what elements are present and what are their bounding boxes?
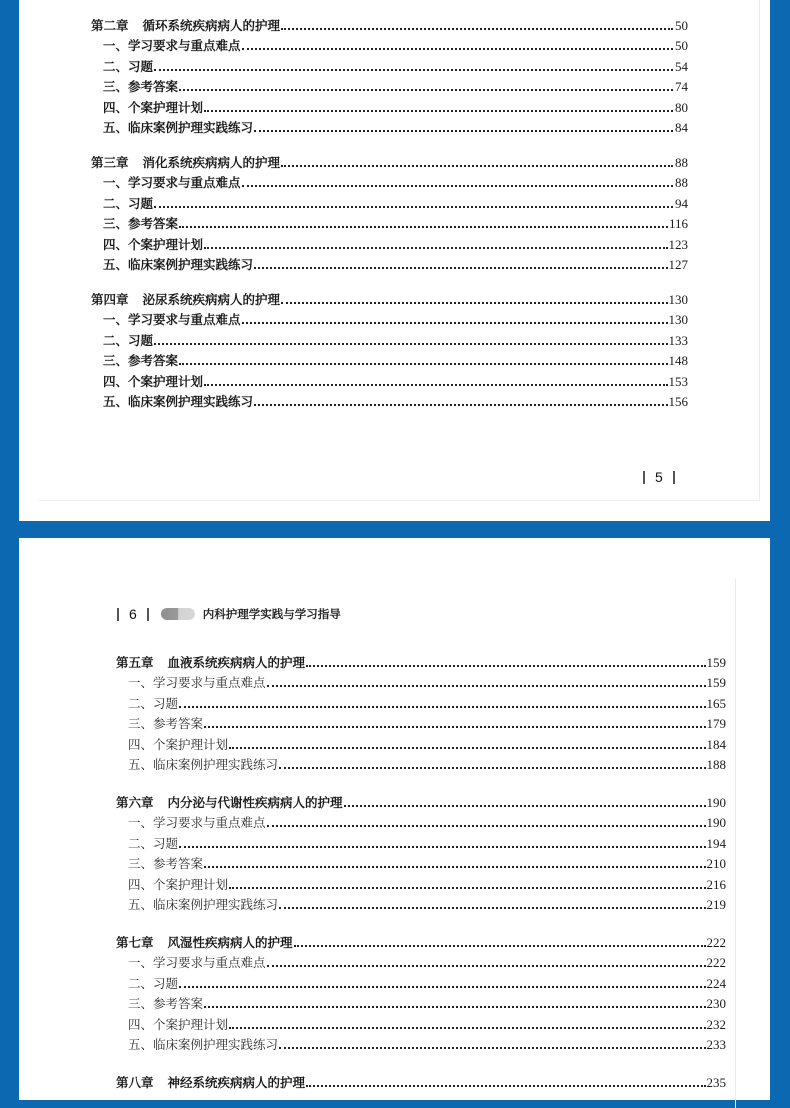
- page-number: 222: [706, 955, 726, 970]
- toc-section: [116, 753, 726, 774]
- dot-leader: [179, 986, 705, 988]
- section-title: 二、习题: [103, 332, 154, 348]
- dot-leader: [242, 185, 673, 187]
- toc-section: [91, 369, 688, 390]
- dot-leader: [281, 28, 673, 30]
- chapter-title: 神经系统疾病病人的护理: [167, 1074, 306, 1090]
- section-title: 五、临床案例护理实践练习: [103, 257, 254, 272]
- toc-section: [116, 971, 726, 992]
- dot-leader: [254, 130, 673, 132]
- dot-leader: [281, 302, 667, 304]
- dot-leader: [204, 726, 705, 728]
- page-number: 127: [668, 257, 688, 272]
- chapter-heading: [91, 13, 688, 34]
- dot-leader: [254, 404, 667, 406]
- dot-leader: [179, 226, 668, 228]
- section-title: 五、临床案例护理实践练习: [103, 120, 254, 135]
- section-title: 三、参考答案: [128, 716, 204, 731]
- dot-leader: [154, 69, 673, 71]
- page-number: 233: [706, 1037, 726, 1052]
- chapter-heading: [116, 930, 726, 951]
- page-number: 84: [675, 120, 688, 135]
- toc-section: [91, 308, 688, 329]
- page-number: 184: [706, 736, 726, 752]
- page-number: 230: [706, 996, 726, 1011]
- section-title: 五、临床案例护理实践练习: [128, 1037, 279, 1052]
- dot-leader: [179, 363, 667, 365]
- section-title: 四、个案护理计划: [128, 876, 229, 892]
- page-number: 165: [706, 695, 726, 711]
- page-number: 232: [706, 1016, 726, 1032]
- page-number: 116: [668, 216, 688, 231]
- toc-section: [91, 253, 688, 274]
- page-number: 50: [675, 17, 688, 33]
- page-number: 54: [675, 58, 688, 74]
- section-title: 二、习题: [103, 195, 154, 211]
- page-number: 159: [706, 675, 726, 690]
- toc-section: [91, 212, 688, 233]
- toc-chapter-8: [116, 1070, 726, 1091]
- folio-number: 5: [655, 469, 663, 485]
- toc-section: [116, 671, 726, 692]
- dot-leader: [242, 48, 673, 50]
- page-number: 188: [706, 757, 726, 772]
- dot-leader: [179, 846, 705, 848]
- page-number: 216: [706, 876, 726, 892]
- page-number: 159: [706, 654, 726, 670]
- folio-bar-left: [643, 471, 645, 484]
- chapter-heading: [91, 287, 688, 308]
- page-number: 235: [706, 1074, 726, 1090]
- section-title: 五、临床案例护理实践练习: [128, 757, 279, 772]
- toc-section: [116, 852, 726, 873]
- toc-section: [116, 872, 726, 893]
- toc-section: [116, 1012, 726, 1033]
- dot-leader: [229, 887, 705, 889]
- dot-leader: [204, 247, 667, 249]
- page-number: 222: [706, 934, 726, 950]
- chapter-heading: [116, 650, 726, 671]
- dot-leader: [267, 685, 706, 687]
- toc-chapter-2: [91, 13, 688, 136]
- header-pill-decoration: [161, 608, 195, 620]
- page-number: 50: [675, 38, 688, 53]
- chapter-heading: [116, 1070, 726, 1091]
- chapter-title: 内分泌与代谢性疾病病人的护理: [167, 794, 343, 810]
- chapter-heading: [116, 790, 726, 811]
- dot-leader: [204, 866, 705, 868]
- toc-section: [116, 831, 726, 852]
- section-title: 四、个案护理计划: [128, 736, 229, 752]
- page-number: 148: [668, 353, 688, 368]
- toc-section: [116, 691, 726, 712]
- dot-leader: [281, 165, 673, 167]
- chapter-heading: [91, 150, 688, 171]
- dot-leader: [229, 747, 705, 749]
- toc-page-6: [19, 538, 770, 1100]
- section-title: 三、参考答案: [103, 216, 179, 231]
- toc-section: [91, 95, 688, 116]
- dot-leader: [267, 825, 706, 827]
- dot-leader: [306, 1085, 705, 1087]
- section-title: 五、临床案例护理实践练习: [128, 897, 279, 912]
- toc-section: [91, 328, 688, 349]
- page-number: 224: [706, 975, 726, 991]
- page-number: 194: [706, 835, 726, 851]
- page-number: 88: [675, 154, 688, 170]
- dot-leader: [154, 343, 667, 345]
- toc-section: [91, 54, 688, 75]
- dot-leader: [254, 267, 667, 269]
- section-title: 四、个案护理计划: [128, 1016, 229, 1032]
- book-title: 内科护理学实践与学习指导: [202, 607, 341, 621]
- toc-section: [91, 34, 688, 55]
- toc-section: [91, 191, 688, 212]
- chapter-title: 消化系统疾病病人的护理: [142, 154, 281, 170]
- page-number: 153: [668, 373, 688, 389]
- dot-leader: [294, 945, 706, 947]
- folio-number: 6: [129, 606, 137, 622]
- page-number: 179: [706, 716, 726, 731]
- toc-chapter-6: [116, 790, 726, 913]
- toc-section: [91, 75, 688, 96]
- chapter-title: 循环系统疾病病人的护理: [142, 17, 281, 33]
- page-number: 88: [675, 175, 688, 190]
- chapter-number: 第三章: [91, 154, 129, 170]
- dot-leader: [279, 1047, 705, 1049]
- chapter-number: 第八章: [116, 1074, 154, 1090]
- page-number: 133: [668, 332, 688, 348]
- page-number: 94: [675, 195, 688, 211]
- running-header: [107, 606, 341, 622]
- page-number: 80: [675, 99, 688, 115]
- page-number: 210: [706, 856, 726, 871]
- dot-leader: [267, 965, 706, 967]
- section-title: 一、学习要求与重点难点: [103, 312, 241, 327]
- toc-section: [116, 732, 726, 753]
- dot-leader: [279, 767, 705, 769]
- chapter-number: 第四章: [91, 291, 129, 307]
- section-title: 二、习题: [128, 975, 179, 991]
- page-number: 74: [675, 79, 688, 94]
- dot-leader: [179, 706, 705, 708]
- dot-leader: [179, 89, 673, 91]
- dot-leader: [154, 206, 673, 208]
- section-title: 三、参考答案: [128, 856, 204, 871]
- section-title: 二、习题: [128, 835, 179, 851]
- section-title: 一、学习要求与重点难点: [103, 38, 241, 53]
- toc-section: [91, 232, 688, 253]
- page-number: 130: [668, 291, 688, 307]
- section-title: 四、个案护理计划: [103, 236, 204, 252]
- page-number: 190: [706, 815, 726, 830]
- toc-chapter-5: [116, 650, 726, 773]
- section-title: 一、学习要求与重点难点: [128, 815, 266, 830]
- toc-chapter-7: [116, 930, 726, 1053]
- toc-page-5: [19, 0, 770, 521]
- section-title: 五、临床案例护理实践练习: [103, 394, 254, 409]
- toc-section: [91, 390, 688, 411]
- toc-chapter-3: [91, 150, 688, 273]
- dot-leader: [204, 384, 667, 386]
- page-number: 156: [668, 394, 688, 409]
- dot-leader: [242, 322, 668, 324]
- dot-leader: [204, 110, 673, 112]
- chapter-number: 第七章: [116, 934, 154, 950]
- page-number: 190: [706, 794, 726, 810]
- folio-bar-left: [117, 608, 119, 621]
- chapter-number: 第五章: [116, 654, 154, 670]
- page-number: 123: [668, 236, 688, 252]
- toc-list: [91, 13, 688, 424]
- chapter-title: 风湿性疾病病人的护理: [167, 934, 293, 950]
- chapter-title: 血液系统疾病病人的护理: [167, 654, 306, 670]
- section-title: 二、习题: [103, 58, 154, 74]
- section-title: 三、参考答案: [103, 79, 179, 94]
- toc-chapter-4: [91, 287, 688, 410]
- dot-leader: [279, 907, 705, 909]
- toc-section: [116, 1033, 726, 1054]
- dot-leader: [344, 805, 706, 807]
- toc-section: [116, 712, 726, 733]
- section-title: 一、学习要求与重点难点: [128, 675, 266, 690]
- page-folio: [633, 469, 685, 485]
- section-title: 一、学习要求与重点难点: [103, 175, 241, 190]
- chapter-title: 泌尿系统疾病病人的护理: [142, 291, 281, 307]
- section-title: 三、参考答案: [128, 996, 204, 1011]
- dot-leader: [229, 1027, 705, 1029]
- toc-section: [91, 116, 688, 137]
- chapter-number: 第六章: [116, 794, 154, 810]
- folio-bar-right: [147, 608, 149, 621]
- toc-section: [116, 893, 726, 914]
- toc-section: [91, 171, 688, 192]
- toc-section: [116, 951, 726, 972]
- section-title: 三、参考答案: [103, 353, 179, 368]
- page-number: 219: [706, 897, 726, 912]
- toc-section: [116, 811, 726, 832]
- page-number: 130: [668, 312, 688, 327]
- dot-leader: [306, 665, 705, 667]
- chapter-number: 第二章: [91, 17, 129, 33]
- section-title: 四、个案护理计划: [103, 373, 204, 389]
- section-title: 四、个案护理计划: [103, 99, 204, 115]
- toc-section: [91, 349, 688, 370]
- folio-bar-right: [673, 471, 675, 484]
- dot-leader: [204, 1006, 705, 1008]
- section-title: 一、学习要求与重点难点: [128, 955, 266, 970]
- toc-section: [116, 992, 726, 1013]
- toc-list: [116, 650, 726, 1108]
- section-title: 二、习题: [128, 695, 179, 711]
